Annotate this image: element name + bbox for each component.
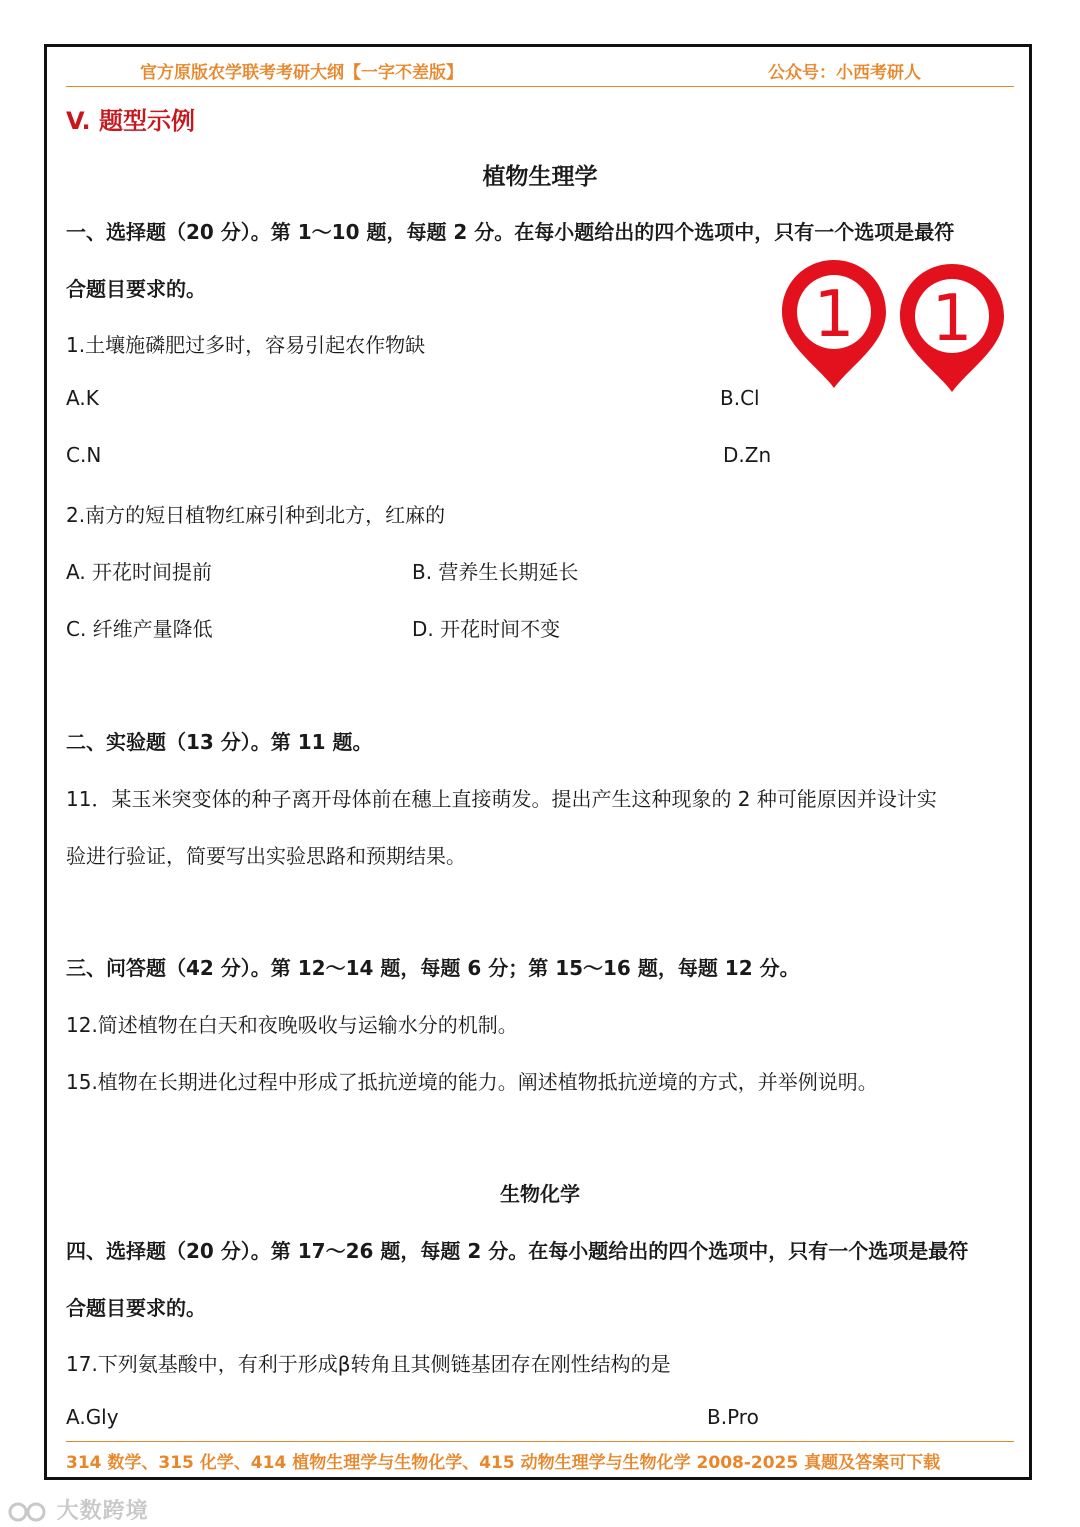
q12-text: 12.简述植物在白天和夜晚吸收与运输水分的机制。 xyxy=(66,1013,518,1037)
q2-stem: 2.南方的短日植物红麻引种到北方，红麻的 xyxy=(66,503,446,527)
biochemistry-title: 生物化学 xyxy=(500,1182,580,1206)
q1-stem: 1.土壤施磷肥过多时，容易引起农作物缺 xyxy=(66,333,426,357)
header-title: 官方原版农学联考考研大纲【一字不差版】 xyxy=(140,63,463,83)
q17-option-a: A.Gly xyxy=(66,1405,119,1429)
q1-option-d: D.Zn xyxy=(723,443,772,467)
q17-stem: 17.下列氨基酸中，有利于形成β转角且其侧链基团存在刚性结构的是 xyxy=(66,1352,671,1376)
part1-heading-line1: 一、选择题（20 分）。第 1～10 题，每题 2 分。在每小题给出的四个选项中，只有一个选项是最符 xyxy=(66,220,955,244)
map-pin-icon[interactable] xyxy=(898,262,1006,394)
part3-heading: 三、问答题（42 分）。第 12～14 题，每题 6 分；第 15～16 题，每题 12 分。 xyxy=(66,956,800,980)
q15-text: 15.植物在长期进化过程中形成了抵抗逆境的能力。阐述植物抵抗逆境的方式，并举例说明。 xyxy=(66,1070,878,1094)
map-pin-label: 1 xyxy=(813,278,855,352)
map-pin-icon[interactable] xyxy=(780,258,888,390)
header-divider xyxy=(66,86,1014,87)
q11-line2: 验进行验证，简要写出实验思路和预期结果。 xyxy=(66,844,466,868)
q2-option-a: A. 开花时间提前 xyxy=(66,560,213,584)
map-pin-label: 1 xyxy=(931,282,973,356)
section-heading: V. 题型示例 xyxy=(66,107,195,135)
q2-option-c: C. 纤维产量降低 xyxy=(66,617,213,641)
q11-line1: 11．某玉米突变体的种子离开母体前在穗上直接萌发。提出产生这种现象的 2 种可能原因并设计实 xyxy=(66,787,937,811)
header-account: 公众号：小西考研人 xyxy=(768,63,921,83)
part2-heading: 二、实验题（13 分）。第 11 题。 xyxy=(66,730,373,754)
q2-option-b: B. 营养生长期延长 xyxy=(412,560,579,584)
part4-heading-line2: 合题目要求的。 xyxy=(66,1296,206,1320)
part1-heading-line2: 合题目要求的。 xyxy=(66,277,206,301)
q2-option-d: D. 开花时间不变 xyxy=(412,617,561,641)
part4-heading-line1: 四、选择题（20 分）。第 17～26 题，每题 2 分。在每小题给出的四个选项中，只有一个选项是最符 xyxy=(66,1239,969,1263)
q1-option-a: A.K xyxy=(66,386,99,410)
footer-note: 314 数学、315 化学、414 植物生理学与生物化学、415 动物生理学与生物化学 2008-2025 真题及答案可下载 xyxy=(66,1453,941,1473)
watermark-text: 大数跨境 xyxy=(56,1499,149,1524)
q17-option-b: B.Pro xyxy=(707,1405,759,1429)
footer-divider xyxy=(66,1441,1014,1442)
q1-option-c: C.N xyxy=(66,443,102,467)
watermark-logo-icon xyxy=(8,1500,48,1524)
watermark xyxy=(8,1494,149,1525)
q1-option-b: B.Cl xyxy=(720,386,760,410)
plant-physiology-title: 植物生理学 xyxy=(482,164,598,190)
